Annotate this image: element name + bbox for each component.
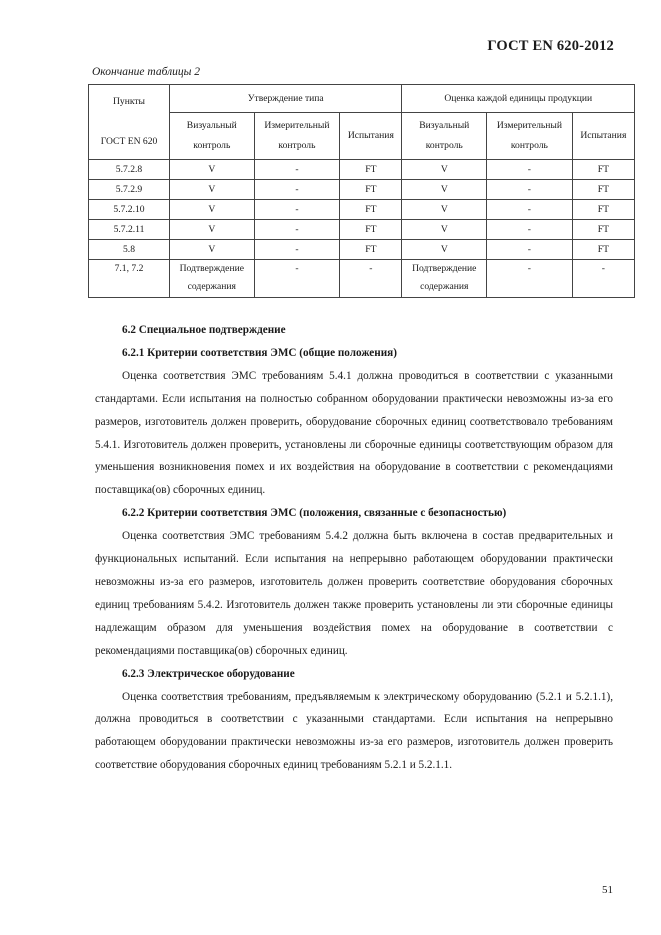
cell: FT <box>572 200 634 220</box>
paragraph-6-2-3: Оценка соответствия требованиям, предъявляемым к электрическому оборудованию (5.2.1 и 5.2.1.1), должна проводиться в соответствии с указанными стандартами. Если испытания на непрерывно работающем оборудовании практически невозможны из-за его размеров, изготовитель должен проверить соответствие оборудования сборочных единиц требованиям 5.2.1 и 5.2.1.1. <box>95 690 613 772</box>
cell-point: 7.1, 7.2 <box>89 260 170 298</box>
cell: - <box>487 260 573 298</box>
table-row <box>89 180 635 200</box>
subcol-measure-type: Измерительный контроль <box>254 113 340 160</box>
cell: - <box>254 180 340 200</box>
cell: - <box>254 240 340 260</box>
table-caption: Окончание таблицы 2 <box>92 66 200 78</box>
document-standard-header: ГОСТ EN 620-2012 <box>487 38 614 54</box>
section-heading-6-2: 6.2 Специальное подтверждение <box>122 324 286 336</box>
subcol-tests-unit: Испытания <box>572 113 634 160</box>
cell: FT <box>340 160 402 180</box>
table-row <box>89 200 635 220</box>
cell: FT <box>340 200 402 220</box>
cell: - <box>487 240 573 260</box>
cell: - <box>340 260 402 298</box>
table-row <box>89 260 635 298</box>
table-row <box>89 240 635 260</box>
subcol-measure-unit: Измерительный контроль <box>487 113 573 160</box>
cell-point: 5.7.2.8 <box>89 160 170 180</box>
col-group-type-approval: Утверждение типа <box>170 85 402 113</box>
cell: V <box>170 220 255 240</box>
document-body <box>95 319 613 777</box>
table-row <box>89 160 635 180</box>
section-heading-6-2-3: 6.2.3 Электрическое оборудование <box>122 667 295 680</box>
cell-point: 5.7.2.10 <box>89 200 170 220</box>
cell: - <box>254 220 340 240</box>
cell: V <box>170 160 255 180</box>
cell: Подтверждение содержания <box>170 260 255 298</box>
cell: V <box>402 160 487 180</box>
cell: V <box>170 200 255 220</box>
paragraph-6-2-2: Оценка соответствия ЭМС требованиям 5.4.2 должна быть включена в состав предварительных и функциональных испытаний. Если испытания на непрерывно работающем оборудовании практически невозможны из-за его размеров, изготовитель должен проверить соответствие оборудования сборочных единиц требованиям 5.4.2. Изготовитель должен также проверить установлены ли эти сборочные единицы надлежащим образом для уменьшения воздействия помех на оборудование в соответствии с рекомендациями поставщика(ов) сборочных единиц. <box>95 530 613 657</box>
cell: V <box>402 240 487 260</box>
cell: FT <box>572 240 634 260</box>
page-number: 51 <box>602 884 613 896</box>
col-header-points: Пункты ГОСТ EN 620 <box>89 85 170 160</box>
cell: - <box>572 260 634 298</box>
cell: - <box>487 180 573 200</box>
subcol-visual-type: Визуальный контроль <box>170 113 255 160</box>
table-row <box>89 220 635 240</box>
cell: Подтверждение содержания <box>402 260 487 298</box>
cell: FT <box>340 240 402 260</box>
cell: FT <box>340 180 402 200</box>
cell-point: 5.8 <box>89 240 170 260</box>
cell: - <box>254 160 340 180</box>
conformity-table <box>88 84 635 298</box>
cell: FT <box>572 180 634 200</box>
cell: V <box>170 240 255 260</box>
col-group-unit-assessment: Оценка каждой единицы продукции <box>402 85 635 113</box>
cell: FT <box>572 160 634 180</box>
cell: - <box>487 200 573 220</box>
paragraph-6-2-1: Оценка соответствия ЭМС требованиям 5.4.1 должна проводиться в соответствии с указанными стандартами. Если испытания на полностью собранном оборудовании практически невозможны из-за его размеров, изготовитель должен проверить, оборудование сборочных единиц соответствовало требованиям 5.4.1. Изготовитель должен проверить, установлены ли сборочные единицы соответствующим образом для уменьшения возникновения помех и их воздействия на оборудование в соответствии с рекомендациями поставщика(ов) сборочных единиц. <box>95 369 613 497</box>
cell: - <box>254 260 340 298</box>
section-heading-6-2-1: 6.2.1 Критерии соответствия ЭМС (общие положения) <box>122 346 397 359</box>
cell-point: 5.7.2.11 <box>89 220 170 240</box>
cell: V <box>402 200 487 220</box>
cell: FT <box>340 220 402 240</box>
cell: V <box>402 220 487 240</box>
cell: V <box>402 180 487 200</box>
cell: V <box>170 180 255 200</box>
cell: - <box>487 220 573 240</box>
cell: - <box>487 160 573 180</box>
subcol-tests-type: Испытания <box>340 113 402 160</box>
cell: - <box>254 200 340 220</box>
section-heading-6-2-2: 6.2.2 Критерии соответствия ЭМС (положения, связанные с безопасностью) <box>122 507 507 520</box>
subcol-visual-unit: Визуальный контроль <box>402 113 487 160</box>
cell: FT <box>572 220 634 240</box>
cell-point: 5.7.2.9 <box>89 180 170 200</box>
